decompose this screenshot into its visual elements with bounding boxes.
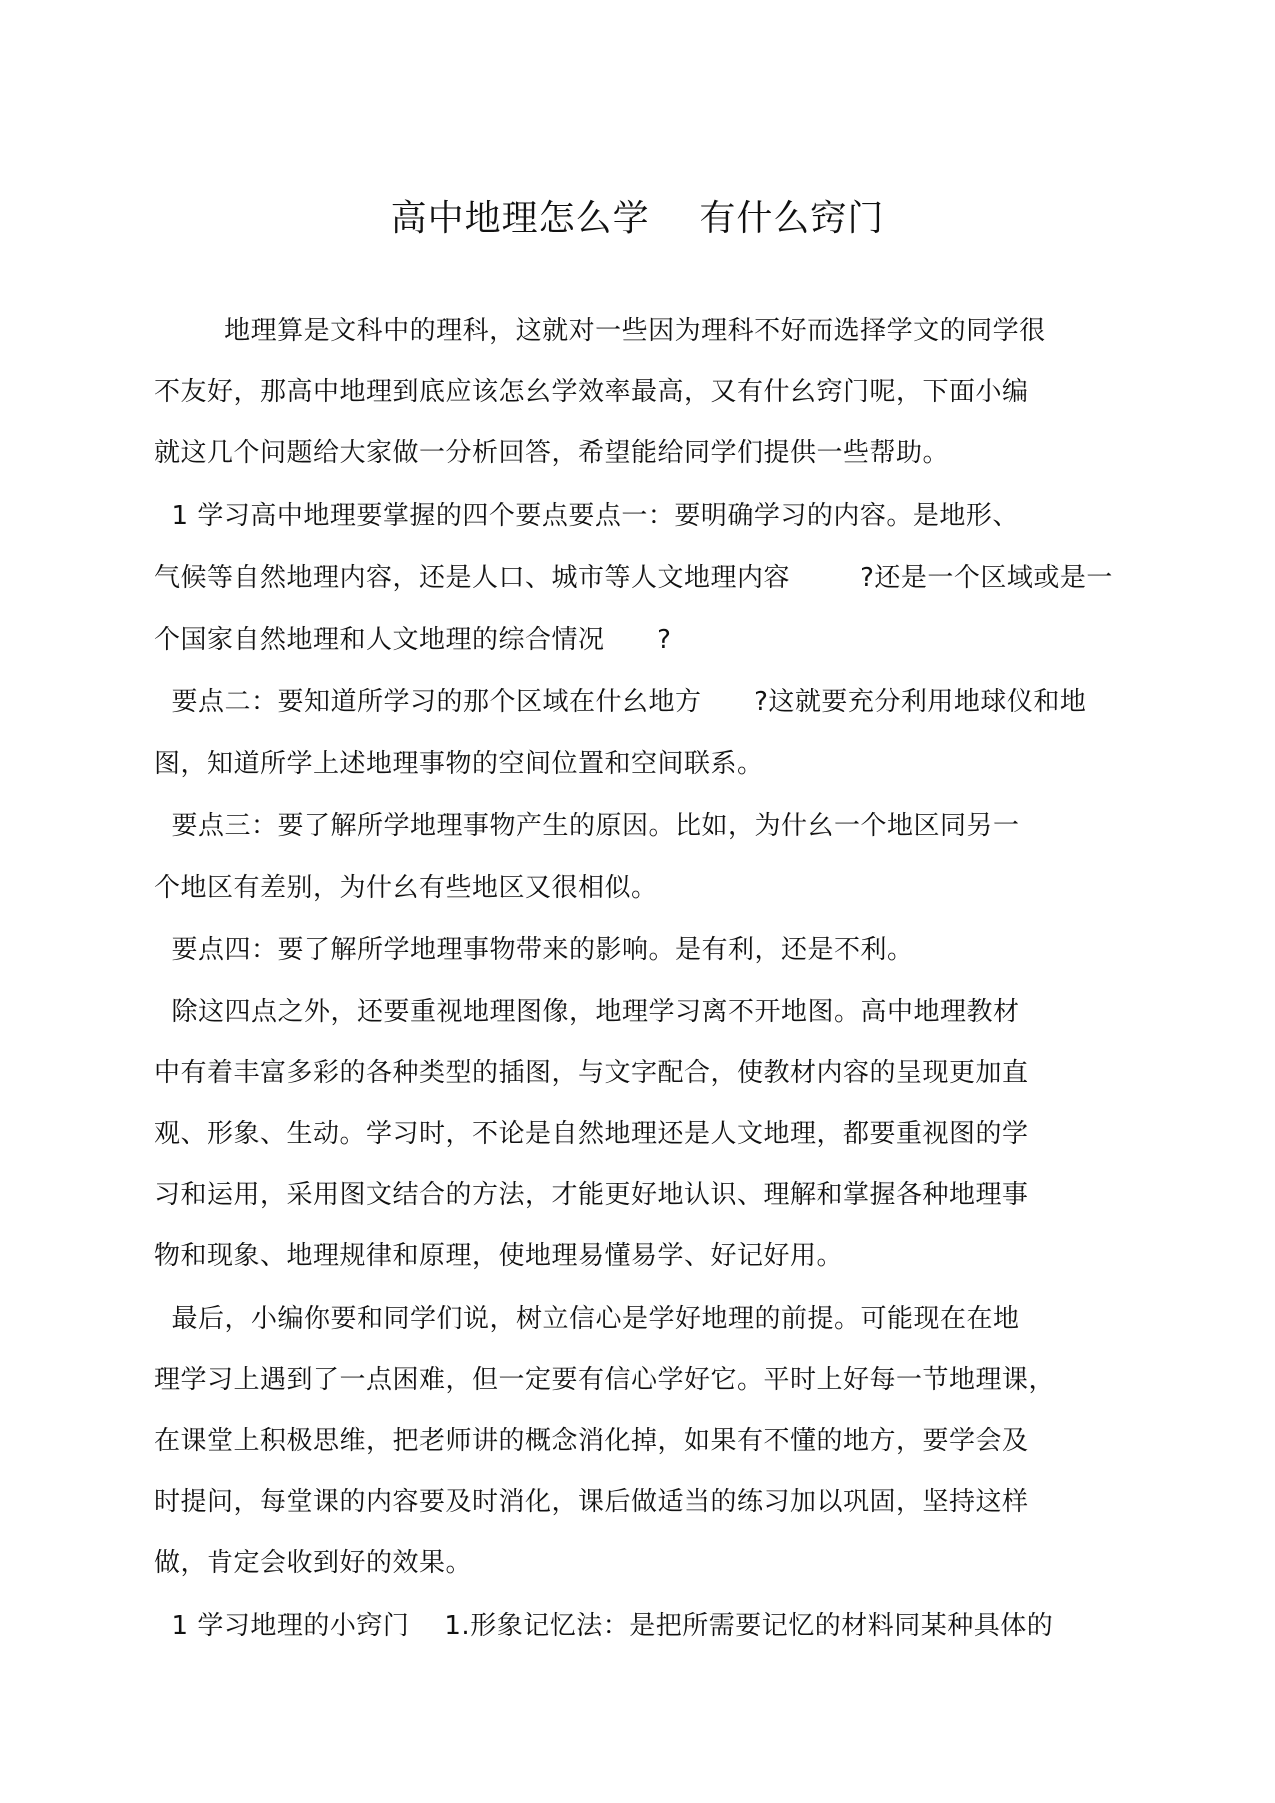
text-line: 要点四：要了解所学地理事物带来的影响。是有利，还是不利。 — [154, 935, 914, 965]
text-line: 时提问，每堂课的内容要及时消化，课后做适当的练习加以巩固，坚持这样 — [154, 1487, 1029, 1517]
text-line: 在课堂上积极思维，把老师讲的概念消化掉，如果有不懂的地方，要学会及 — [154, 1426, 1029, 1456]
text-line: 个国家自然地理和人文地理的综合情况 ? — [154, 625, 672, 655]
text-line: 1 学习地理的小窍门 1.形象记忆法：是把所需要记忆的材料同某种具体的 — [154, 1611, 1054, 1641]
text-line: 理学习上遇到了一点困难，但一定要有信心学好它。平时上好每一节地理课， — [154, 1365, 1056, 1395]
text-line: 气候等自然地理内容，还是人口、城市等人文地理内容 ?还是一个区域或是一 — [154, 563, 1113, 593]
text-line: 就这几个问题给大家做一分析回答，希望能给同学们提供一些帮助。 — [154, 438, 950, 468]
text-line: 要点三：要了解所学地理事物产生的原因。比如，为什幺一个地区同另一 — [154, 811, 1020, 841]
text-line: 物和现象、地理规律和原理，使地理易懂易学、好记好用。 — [154, 1241, 844, 1271]
text-line: 习和运用，采用图文结合的方法，才能更好地认识、理解和掌握各种地理事 — [154, 1180, 1029, 1210]
text-line: 做，肯定会收到好的效果。 — [154, 1548, 473, 1578]
text-line: 最后，小编你要和同学们说，树立信心是学好地理的前提。可能现在在地 — [154, 1304, 1020, 1334]
text-line: 观、形象、生动。学习时，不论是自然地理还是人文地理，都要重视图的学 — [154, 1119, 1029, 1149]
text-line: 除这四点之外，还要重视地理图像，地理学习离不开地图。高中地理教材 — [154, 997, 1020, 1027]
text-line: 要点二：要知道所学习的那个区域在什幺地方 ?这就要充分利用地球仪和地 — [154, 687, 1087, 717]
text-line: 地理算是文科中的理科，这就对一些因为理科不好而选择学文的同学很 — [154, 316, 1046, 346]
text-line: 1 学习高中地理要掌握的四个要点要点一：要明确学习的内容。是地形、 — [154, 501, 1019, 531]
text-line: 图，知道所学上述地理事物的空间位置和空间联系。 — [154, 749, 764, 779]
text-line: 中有着丰富多彩的各种类型的插图，与文字配合，使教材内容的呈现更加直 — [154, 1058, 1029, 1088]
page-title: 高中地理怎么学 有什么窍门 — [390, 198, 885, 239]
text-line: 个地区有差别，为什幺有些地区又很相似。 — [154, 873, 658, 903]
text-line: 不友好，那高中地理到底应该怎幺学效率最高，又有什幺窍门呢，下面小编 — [154, 377, 1029, 407]
